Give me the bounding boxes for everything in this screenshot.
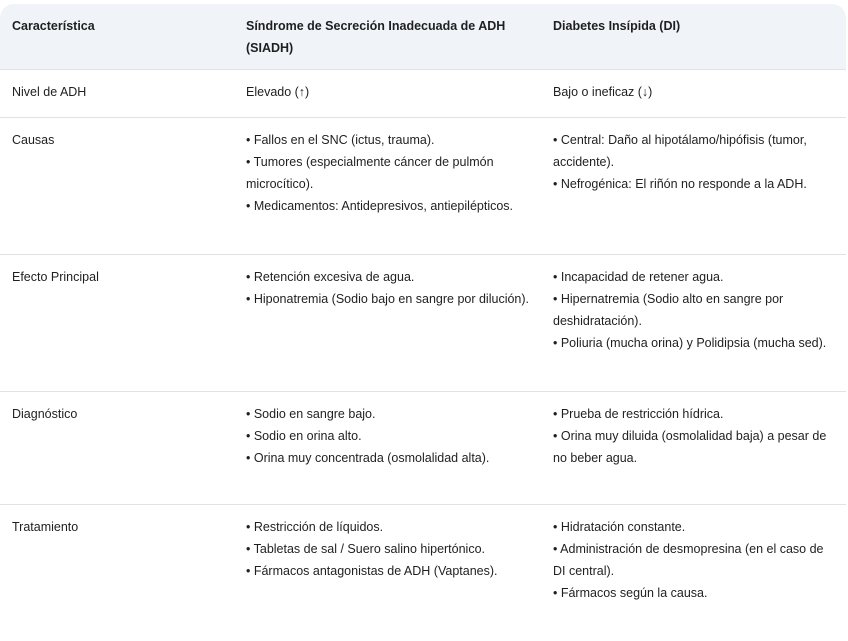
cell-line: • Restricción de líquidos. xyxy=(246,520,384,534)
header-di: Diabetes Insípida (DI) xyxy=(553,19,681,33)
di-cell xyxy=(541,392,846,505)
siadh-cell xyxy=(234,392,541,505)
cell-line: Elevado (↑) xyxy=(246,85,310,99)
table-row xyxy=(0,392,846,505)
table-header-row xyxy=(0,4,846,70)
cell-line: • Prueba de restricción hídrica. xyxy=(553,407,724,421)
siadh-cell xyxy=(234,255,541,392)
siadh-cell xyxy=(234,118,541,255)
cell-line: • Medicamentos: Antidepresivos, antiepilépticos. xyxy=(246,199,514,213)
cell-line: • Poliuria (mucha orina) y Polidipsia (mucha sed). xyxy=(553,336,827,350)
table-row xyxy=(0,255,846,392)
cell-line: • Sodio en sangre bajo. xyxy=(246,407,376,421)
cell-line: • Orina muy diluida (osmolalidad baja) a pesar de no beber agua. xyxy=(553,429,827,465)
cell-line: • Hipernatremia (Sodio alto en sangre por deshidratación). xyxy=(553,292,784,328)
siadh-cell xyxy=(234,505,541,637)
cell-line: • Hidratación constante. xyxy=(553,520,686,534)
cell-line: • Central: Daño al hipotálamo/hipófisis (tumor, accidente). xyxy=(553,133,807,169)
feature-cell: Causas xyxy=(0,118,234,255)
table-row xyxy=(0,118,846,255)
cell-line: • Tumores (especialmente cáncer de pulmón microcítico). xyxy=(246,155,494,191)
cell-line: • Tabletas de sal / Suero salino hipertónico. xyxy=(246,542,486,556)
header-siadh: Síndrome de Secreción Inadecuada de ADH (SIADH) xyxy=(246,19,506,55)
cell-line: • Fármacos antagonistas de ADH (Vaptanes). xyxy=(246,564,498,578)
cell-line: • Orina muy concentrada (osmolalidad alta). xyxy=(246,451,490,465)
di-cell xyxy=(541,505,846,637)
cell-line: • Incapacidad de retener agua. xyxy=(553,270,724,284)
feature-cell: Tratamiento xyxy=(0,505,234,637)
cell-line: • Sodio en orina alto. xyxy=(246,429,362,443)
comparison-table-container xyxy=(0,4,846,636)
cell-line: • Hiponatremia (Sodio bajo en sangre por dilución). xyxy=(246,292,530,306)
table-row xyxy=(0,505,846,637)
header-caracteristica: Característica xyxy=(12,19,95,33)
feature-cell: Diagnóstico xyxy=(0,392,234,505)
di-cell xyxy=(541,70,846,118)
comparison-table xyxy=(0,4,846,636)
cell-line: • Fármacos según la causa. xyxy=(553,586,708,600)
cell-line: • Fallos en el SNC (ictus, trauma). xyxy=(246,133,435,147)
di-cell xyxy=(541,118,846,255)
cell-line: Bajo o ineficaz (↓) xyxy=(553,85,653,99)
feature-cell: Efecto Principal xyxy=(0,255,234,392)
di-cell xyxy=(541,255,846,392)
feature-cell: Nivel de ADH xyxy=(0,70,234,118)
siadh-cell xyxy=(234,70,541,118)
cell-line: • Nefrogénica: El riñón no responde a la ADH. xyxy=(553,177,807,191)
table-row xyxy=(0,70,846,118)
cell-line: • Retención excesiva de agua. xyxy=(246,270,415,284)
cell-line: • Administración de desmopresina (en el caso de DI central). xyxy=(553,542,824,578)
